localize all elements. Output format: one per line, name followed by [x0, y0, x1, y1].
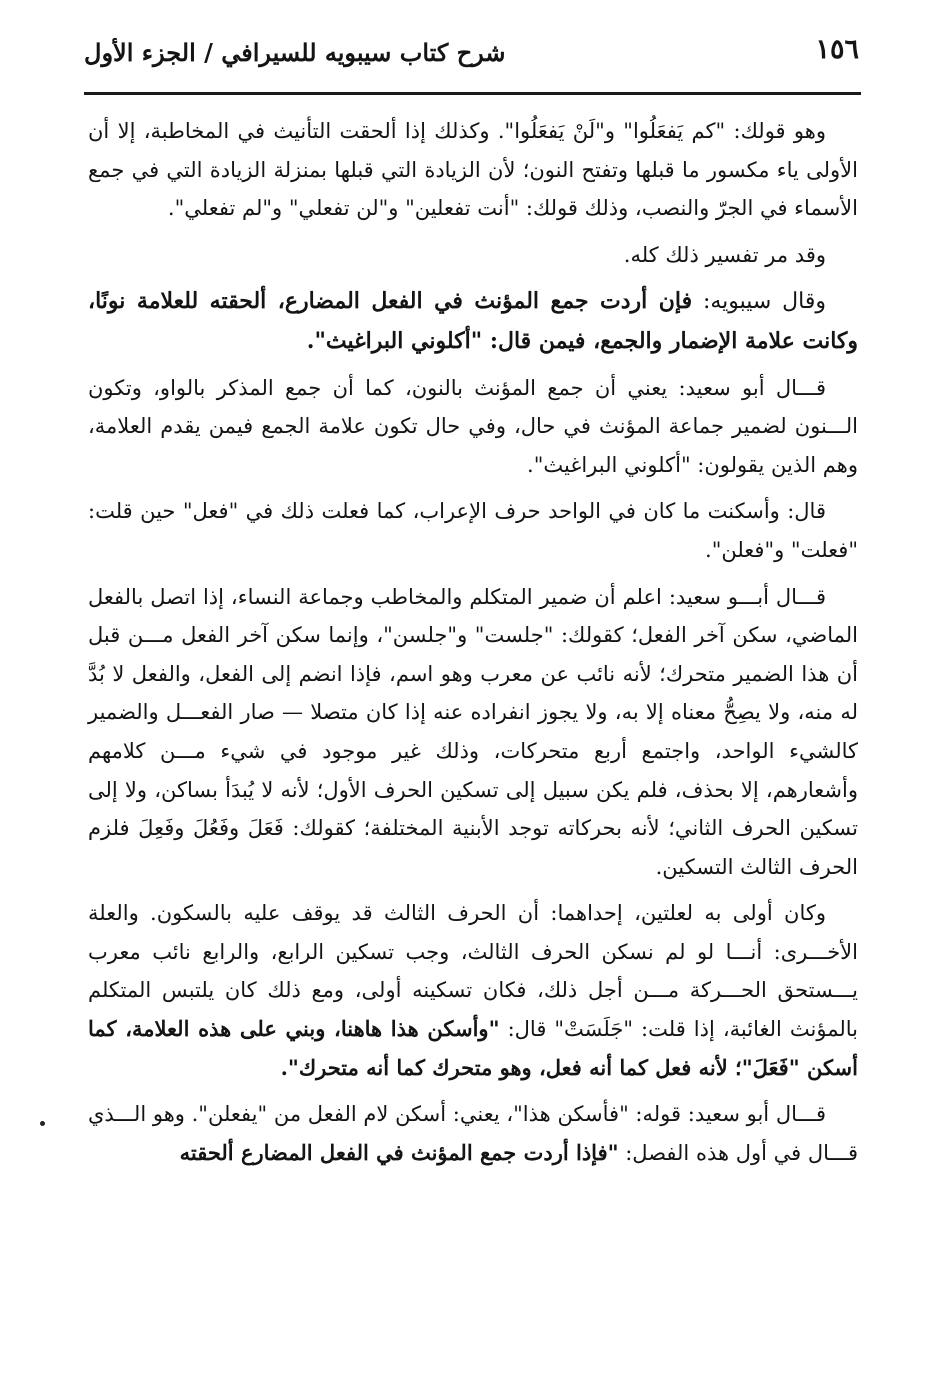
paragraph-2-text: وقد مر تفسير ذلك كله. — [623, 242, 826, 267]
page-body — [88, 112, 858, 1180]
paragraph-7 — [88, 894, 858, 1087]
paragraph-6-text: قـــال أبـــو سعيد: اعلم أن ضمير المتكلم والمخاطب وجماعة النساء، إذا اتصل بالفعل الماضي، سكن آخر الفعل؛ كقولك: "جلست" و"جلسن"، وإنما سكن آخر الفعل مـــن قبل أن هذا الضمير متحرك؛ لأنه نائب عن معرب وهو اسم، فإذا انضم إلى الفعل، والفعل لا بُدَّ له منه، ولا يصِحُّ معناه إلا به، ولا يجوز انفراده عنه إذا كان متصلا — صار الفعـــل والضمير كالشيء الواحد، واجتمع أربع متحركات، وذلك غير موجود في شيء مـــن كلامهم وأشعارهم، إلا بحذف، فلم يكن سبيل إلى تسكين الحرف الأول؛ لأنه لا يُبدَأ بساكن، ولا إلى تسكين الحرف الثاني؛ لأنه بحركاته توجد الأبنية المختلفة؛ كقولك: فَعَلَ وفَعُلَ وفَعِلَ فلزم الحرف الثالث التسكين. — [88, 584, 858, 879]
paragraph-4 — [88, 369, 858, 485]
paragraph-4-text: قـــال أبو سعيد: يعني أن جمع المؤنث بالنون، كما أن جمع المذكر بالواو، وتكون الـــنون لضمير جماعة المؤنث في حال، وفي حال تكون علامة الجمع فيمن يقدم العلامة، وهم الذين يقولون: "أكلوني البراغيث". — [88, 375, 858, 477]
margin-dot — [40, 1121, 45, 1126]
sibawayh-quote-1 — [88, 282, 858, 360]
quote-1-lead: وقال سيبويه: — [692, 289, 826, 315]
paragraph-7-bold: "وأسكن هذا هاهنا، وبني على هذه العلامة، كما أسكن "فَعَلَ"؛ لأنه فعل كما أنه فعل، وهو متحرك كما أنه متحرك". — [88, 1016, 858, 1080]
paragraph-8-text: قـــال أبو سعيد: قوله: "فأسكن هذا"، يعني: أسكن لام الفعل من "يفعلن". وهو الـــذي قـــال في أول هذه الفصل: — [88, 1102, 858, 1165]
page-number: ١٥٦ — [815, 34, 859, 65]
paragraph-8 — [88, 1095, 858, 1172]
paragraph-1 — [88, 112, 858, 228]
header-rule — [84, 92, 861, 95]
paragraph-1-text: وهو قولك: "كم يَفعَلُوا" و"لَنْ يَفعَلُوا". وكذلك إذا ألحقت التأنيث في المخاطبة، إلا أن الأولى ياء مكسور ما قبلها وتفتح النون؛ لأن الزيادة التي قبلها بمنزلة الزيادة التي في جمع الأسماء في الجرّ والنصب، وذلك قولك: "أنت تفعلين" و"لن تفعلي" و"لم تفعلي". — [88, 119, 858, 221]
paragraph-2 — [88, 236, 858, 275]
paragraph-5 — [88, 492, 858, 569]
paragraph-5-text: قال: وأسكنت ما كان في الواحد حرف الإعراب، كما فعلت ذلك في "فعل" حين قلت: "فعلت" و"فعلن". — [88, 499, 858, 562]
paragraph-6 — [88, 578, 858, 887]
paragraph-7-text: وكان أولى به لعلتين، إحداهما: أن الحرف الثالث قد يوقف عليه بالسكون. والعلة الأخـــرى: أنـــا لو لم نسكن الحرف الثالث، وجب تسكين الرابع، والرابع نائب معرب يـــستحق الحـــركة مـــن أجل ذلك، فكان تسكينه أولى، ومع ذلك كان يلتبس المتكلم بالمؤنث الغائبة، إذا قلت: "جَلَسَتْ" قال: — [88, 901, 858, 1042]
quote-1-text: فإن أردت جمع المؤنث في الفعل المضارع، ألحقته للعلامة نونًا، وكانت علامة الإضمار والجمع، فيمن قال: "أكلوني البراغيث". — [88, 288, 858, 354]
page-header — [84, 34, 859, 88]
paragraph-8-bold: "فإذا أردت جمع المؤنث في الفعل المضارع ألحقته — [179, 1139, 619, 1165]
running-title: شرح كتاب سيبويه للسيرافي / الجزء الأول — [84, 38, 506, 67]
